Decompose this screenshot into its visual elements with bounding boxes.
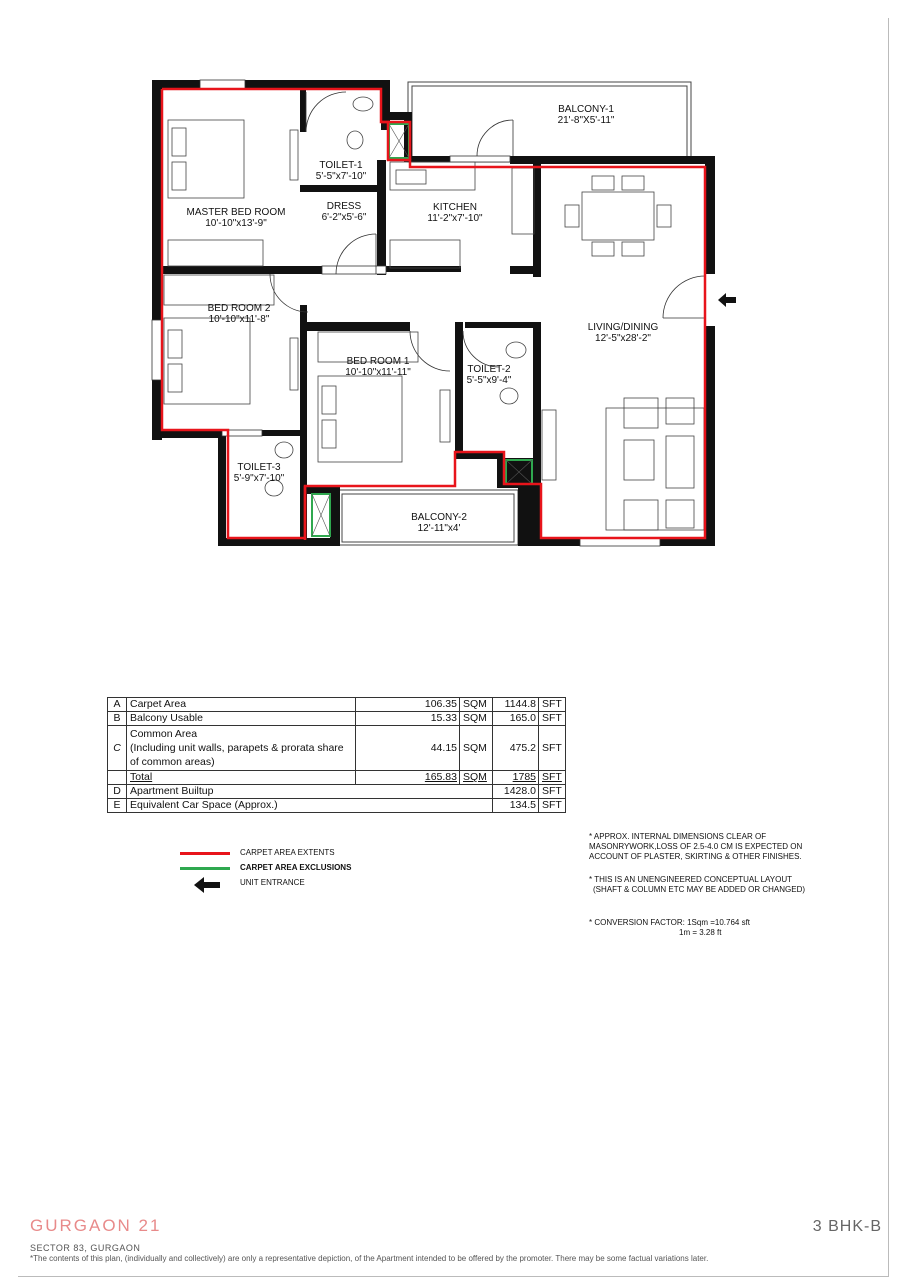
table-row: C Common Area (Including unit walls, parapets & prorata share of common areas) 44.15 SQM 475.2 SFT (108, 726, 566, 771)
room-label-living-dining: LIVING/DINING 12'-5"x28'-2" (587, 322, 659, 344)
table-row: A Carpet Area 106.35 SQM 1144.8 SFT (108, 698, 566, 712)
room-label-toilet-3: TOILET-3 5'-9"x7'-10" (233, 462, 285, 484)
room-label-balcony-2: BALCONY-2 12'-11"x4' (411, 512, 467, 534)
unit-entrance-arrow-icon (718, 291, 738, 309)
room-label-bed-1: BED ROOM 1 10'-10"x11'-11" (345, 356, 411, 378)
room-label-kitchen: KITCHEN 11'-2"x7'-10" (427, 202, 483, 224)
room-label-toilet-2: TOILET-2 5'-5"x9'-4" (466, 364, 512, 386)
table-row: E Equivalent Car Space (Approx.) 134.5 SFT (108, 799, 566, 813)
note-internal-dimensions: * APPROX. INTERNAL DIMENSIONS CLEAR OF MASONRYWORK,LOSS OF 2.5-4.0 CM IS EXPECTED ON ACCOUNT OF PLASTER, SKIRTING & OTHER FINISHES. (589, 832, 803, 861)
table-row-total: Total 165.83 SQM 1785 SFT (108, 771, 566, 785)
common-area-label: Common Area (Including unit walls, parapets & prorata share of common areas) (127, 726, 356, 771)
table-row: B Balcony Usable 15.33 SQM 165.0 SFT (108, 712, 566, 726)
brand-name: GURGAON 21 (30, 1216, 162, 1235)
note-conversion: * CONVERSION FACTOR: 1Sqm =10.764 sft 1m = 3.28 ft (589, 918, 751, 937)
area-table (107, 697, 566, 813)
note-unengineered: * THIS IS AN UNENGINEERED CONCEPTUAL LAYOUT (SHAFT & COLUMN ETC MAY BE ADDED OR CHANGED) (589, 875, 806, 894)
legend-swatch-red (180, 852, 230, 855)
balcony-1-outline (408, 82, 691, 162)
unit-type: 3 BHK-B (812, 1218, 882, 1235)
room-label-balcony-1: BALCONY-1 21'-8"X5'-11" (557, 104, 615, 126)
table-row: D Apartment Builtup 1428.0 SFT (108, 785, 566, 799)
unit-entrance-legend-arrow-icon (194, 876, 220, 894)
legend-swatch-green (180, 867, 230, 870)
room-label-toilet-1: TOILET-1 5'-5"x7'-10" (315, 160, 367, 182)
room-label-dress: DRESS 6'-2"x5'-6" (321, 201, 367, 223)
room-label-bed-2: BED ROOM 2 10'-10"x11'-8" (207, 303, 271, 325)
room-label-master-bed: MASTER BED ROOM 10'-10"x13'-9" (186, 207, 286, 229)
sector-location: SECTOR 83, GURGAON (30, 1243, 141, 1253)
disclaimer: *The contents of this plan, (individually and collectively) are only a representative depiction, of the Apartment intended to be offered by the promoter. There may be some factual variations later. (30, 1254, 709, 1263)
